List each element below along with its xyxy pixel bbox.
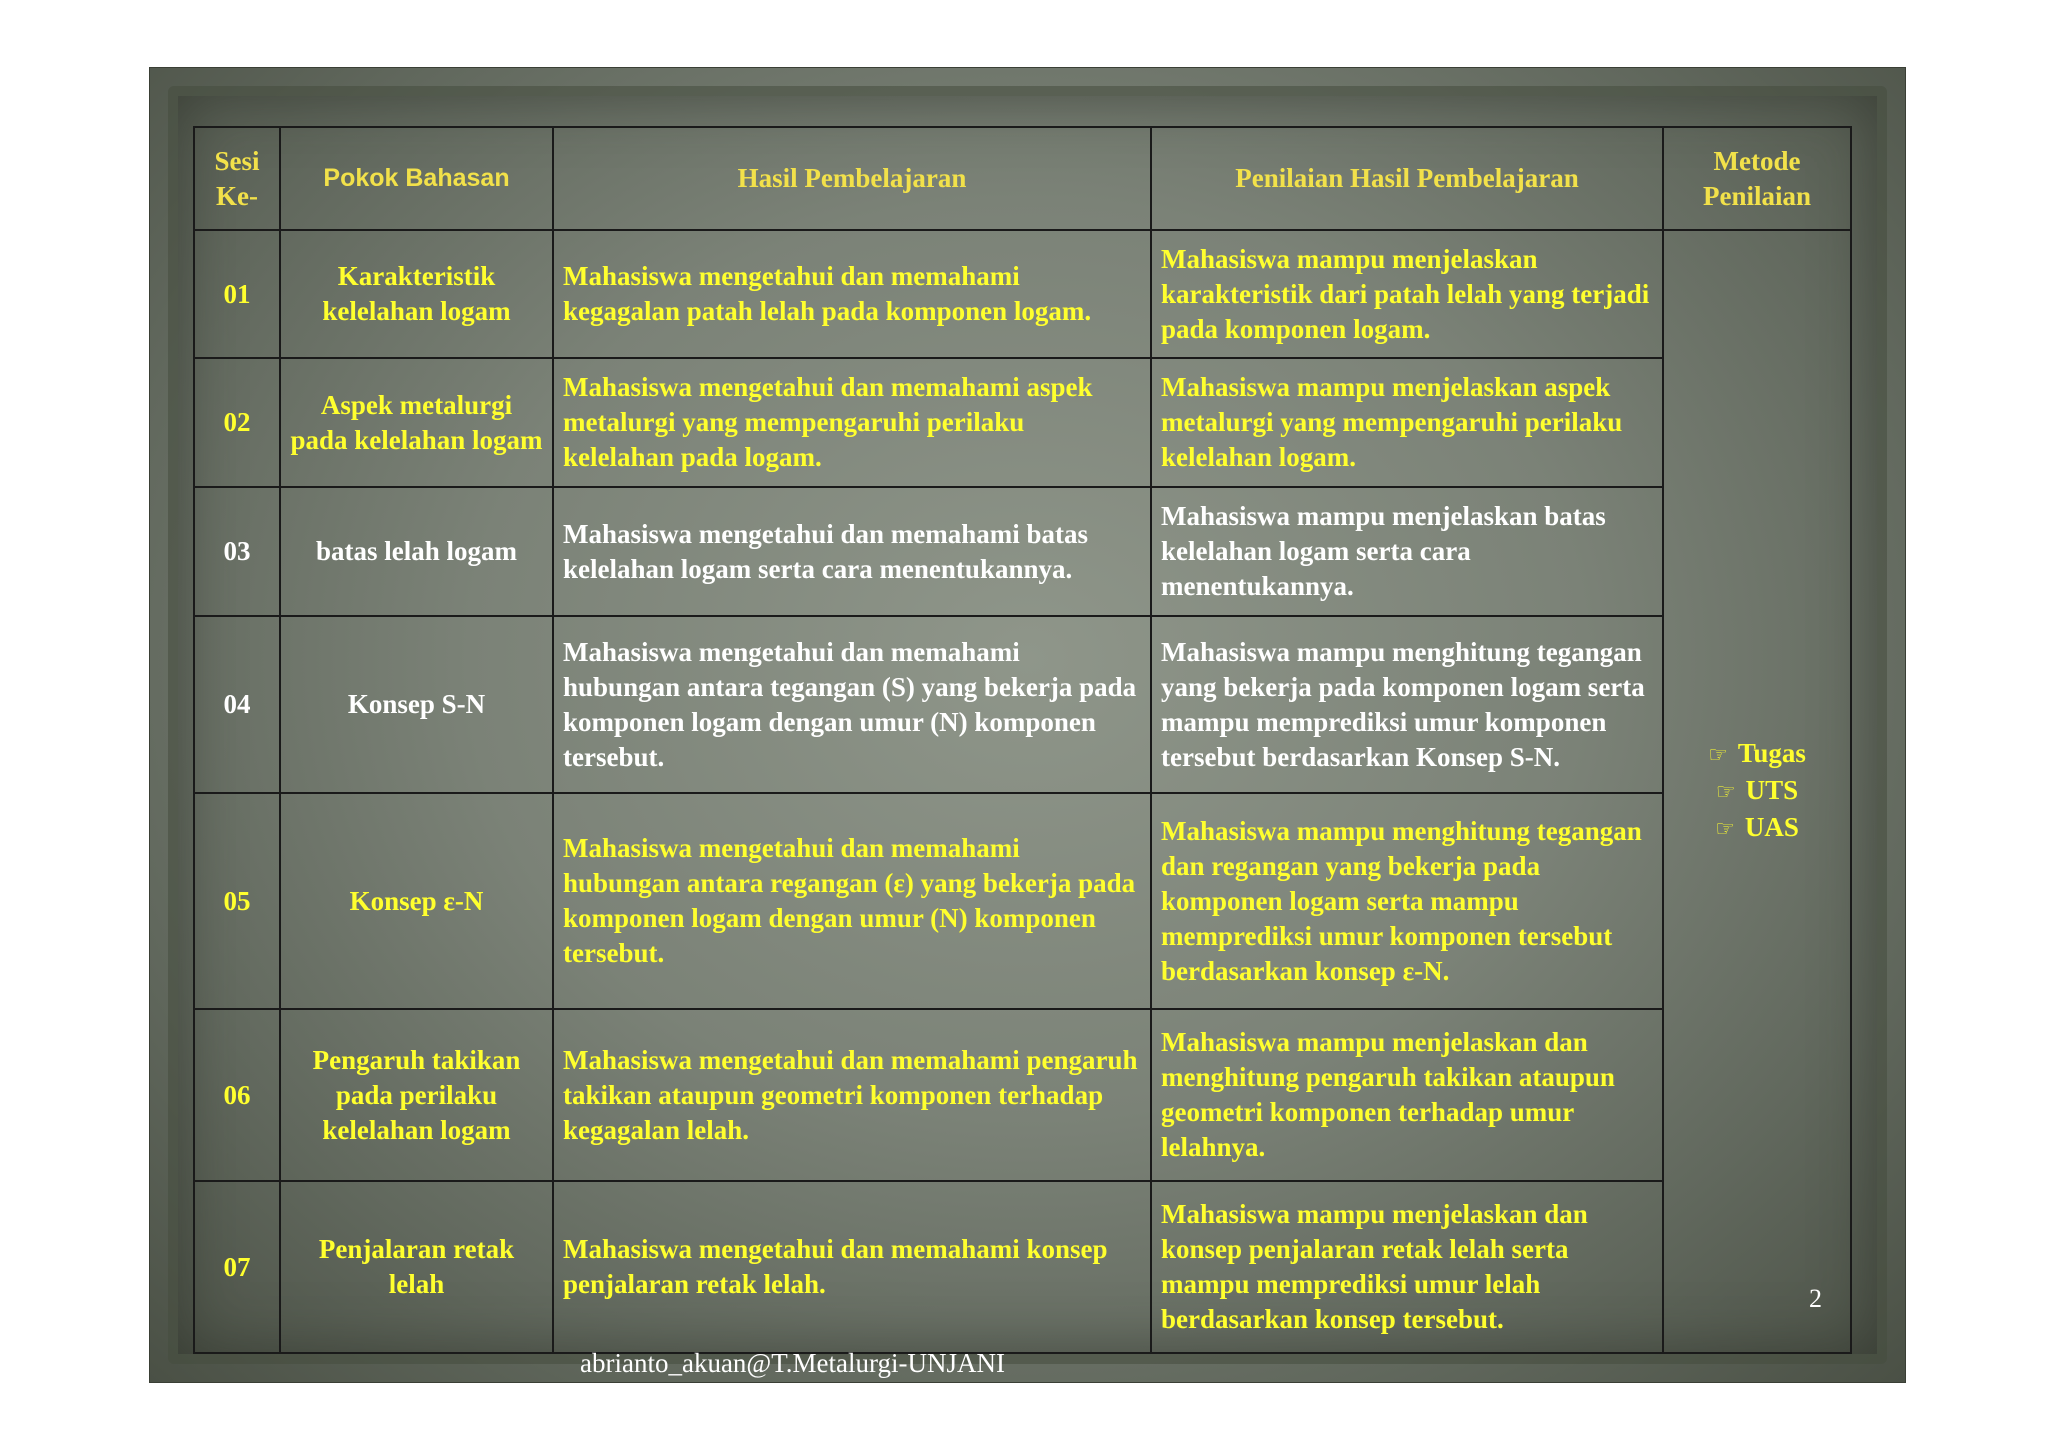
- row-outcome: Mahasiswa mengetahui dan memahami kegagalan patah lelah pada komponen logam.: [553, 230, 1151, 358]
- row-outcome: Mahasiswa mengetahui dan memahami batas kelelahan logam serta cara menentukannya.: [553, 487, 1151, 616]
- curriculum-table: [193, 126, 1852, 1354]
- header-assessment: Penilaian Hasil Pembelajaran: [1151, 127, 1663, 230]
- table-row: [194, 793, 1851, 1009]
- row-assessment: Mahasiswa mampu menjelaskan batas kelelahan logam serta cara menentukannya.: [1151, 487, 1663, 616]
- row-session: 07: [194, 1181, 280, 1353]
- row-topic: Aspek metalurgi pada kelelahan logam: [280, 358, 553, 487]
- row-topic: Pengaruh takikan pada perilaku kelelahan logam: [280, 1009, 553, 1181]
- row-outcome: Mahasiswa mengetahui dan memahami aspek metalurgi yang mempengaruhi perilaku kelelahan pada logam.: [553, 358, 1151, 487]
- row-assessment: Mahasiswa mampu menghitung tegangan dan regangan yang bekerja pada komponen logam serta mampu memprediksi umur komponen tersebut berdasarkan konsep ε-N.: [1151, 793, 1663, 1009]
- row-session: 06: [194, 1009, 280, 1181]
- table-row: [194, 230, 1851, 358]
- method-item: ☞ UTS: [1715, 775, 1799, 805]
- row-assessment: Mahasiswa mampu menjelaskan dan menghitung pengaruh takikan ataupun geometri komponen terhadap umur lelahnya.: [1151, 1009, 1663, 1181]
- row-outcome: Mahasiswa mengetahui dan memahami hubungan antara regangan (ε) yang bekerja pada komponen logam dengan umur (N) komponen tersebut.: [553, 793, 1151, 1009]
- method-cell: [1663, 230, 1851, 1353]
- table-row: [194, 1181, 1851, 1353]
- table-row: [194, 1009, 1851, 1181]
- header-method: Metode Penilaian: [1663, 127, 1851, 230]
- row-outcome: Mahasiswa mengetahui dan memahami hubungan antara tegangan (S) yang bekerja pada komponen logam dengan umur (N) komponen tersebut.: [553, 616, 1151, 793]
- row-session: 02: [194, 358, 280, 487]
- row-assessment: Mahasiswa mampu menghitung tegangan yang bekerja pada komponen logam serta mampu memprediksi umur komponen tersebut berdasarkan Konsep S-N.: [1151, 616, 1663, 793]
- row-assessment: Mahasiswa mampu menjelaskan karakteristik dari patah lelah yang terjadi pada komponen logam.: [1151, 230, 1663, 358]
- row-session: 01: [194, 230, 280, 358]
- footer-credit: abrianto_akuan@T.Metalurgi-UNJANI: [580, 1348, 1005, 1378]
- row-session: 03: [194, 487, 280, 616]
- bullet-hand-icon: ☞: [1715, 780, 1736, 805]
- header-session: Sesi Ke-: [194, 127, 280, 230]
- page-number: 2: [1809, 1284, 1822, 1313]
- method-item: ☞ UAS: [1715, 812, 1799, 842]
- row-topic: Konsep ε-N: [280, 793, 553, 1009]
- bullet-hand-icon: ☞: [1715, 817, 1735, 842]
- row-topic: Konsep S-N: [280, 616, 553, 793]
- row-outcome: Mahasiswa mengetahui dan memahami konsep penjalaran retak lelah.: [553, 1181, 1151, 1353]
- table-row: [194, 616, 1851, 793]
- row-session: 04: [194, 616, 280, 793]
- header-topic: Pokok Bahasan: [280, 127, 553, 230]
- row-topic: batas lelah logam: [280, 487, 553, 616]
- row-assessment: Mahasiswa mampu menjelaskan dan konsep penjalaran retak lelah serta mampu memprediksi umur lelah berdasarkan konsep tersebut.: [1151, 1181, 1663, 1353]
- row-outcome: Mahasiswa mengetahui dan memahami pengaruh takikan ataupun geometri komponen terhadap kegagalan lelah.: [553, 1009, 1151, 1181]
- bullet-hand-icon: ☞: [1708, 743, 1728, 768]
- row-topic: Penjalaran retak lelah: [280, 1181, 553, 1353]
- slide: [149, 67, 1906, 1383]
- row-session: 05: [194, 793, 280, 1009]
- table-row: [194, 358, 1851, 487]
- method-item: ☞ Tugas: [1708, 738, 1806, 768]
- table-header-row: [194, 127, 1851, 230]
- table-row: [194, 487, 1851, 616]
- row-assessment: Mahasiswa mampu menjelaskan aspek metalurgi yang mempengaruhi perilaku kelelahan logam.: [1151, 358, 1663, 487]
- header-outcome: Hasil Pembelajaran: [553, 127, 1151, 230]
- row-topic: Karakteristik kelelahan logam: [280, 230, 553, 358]
